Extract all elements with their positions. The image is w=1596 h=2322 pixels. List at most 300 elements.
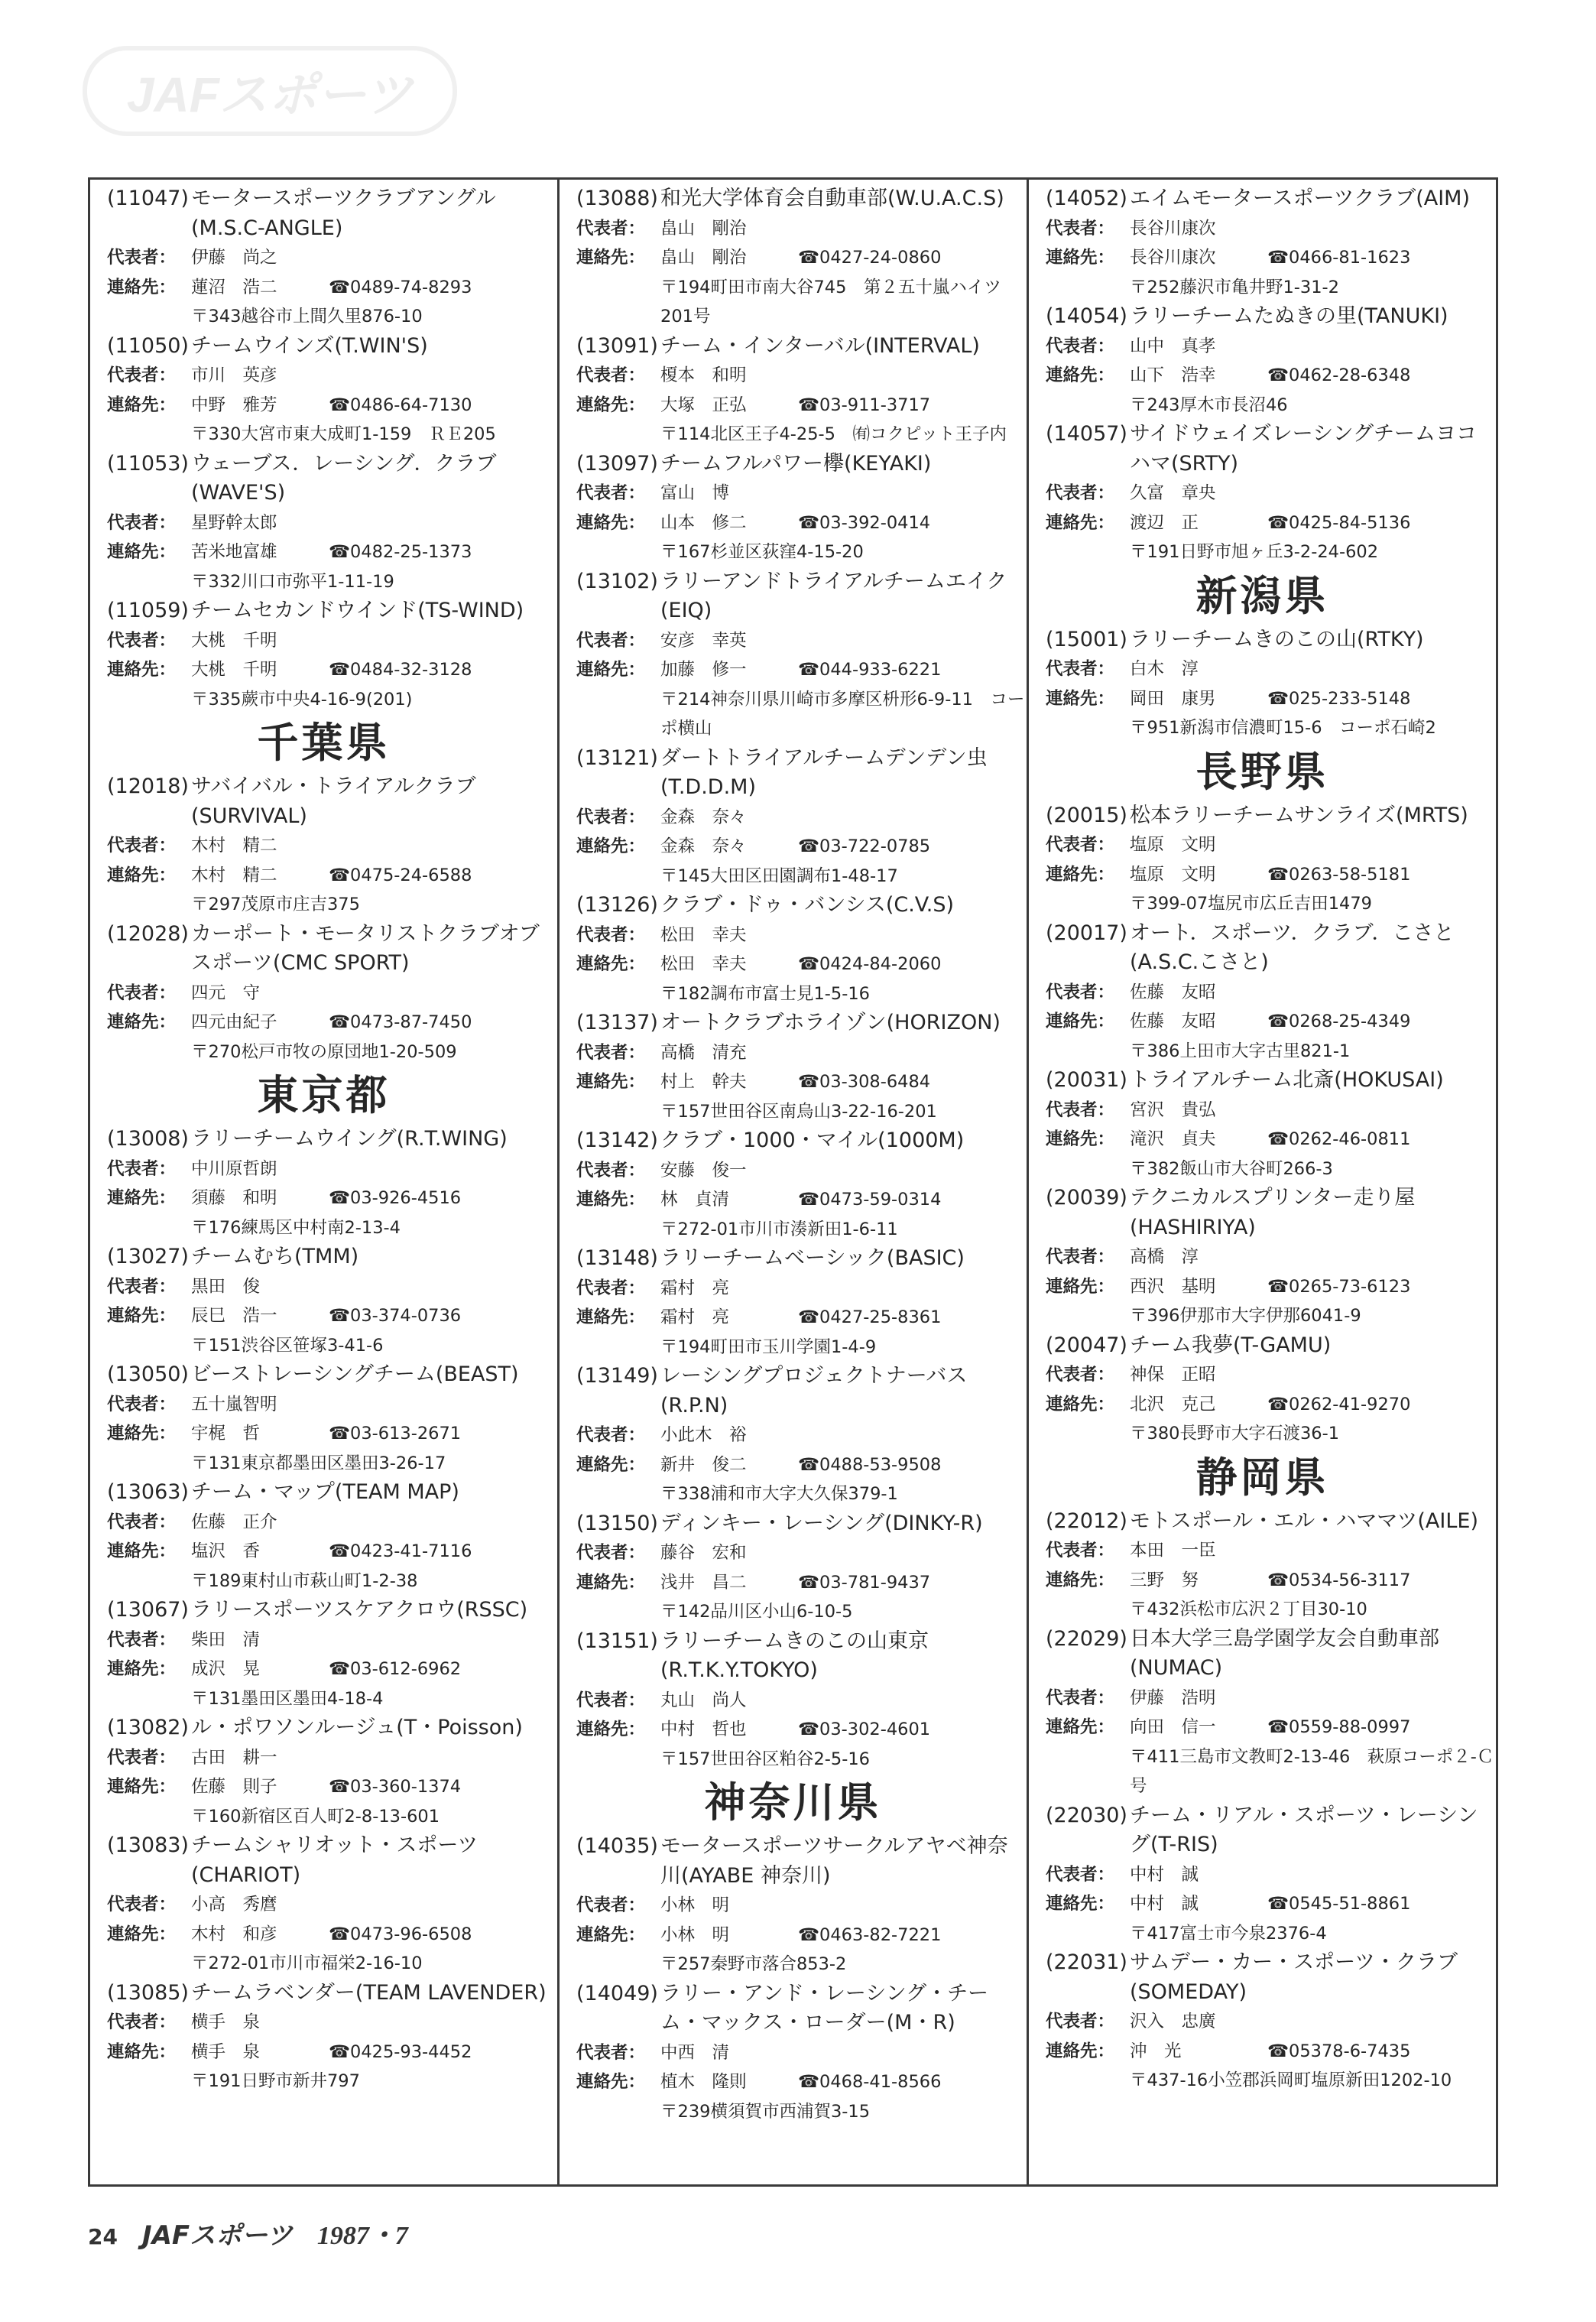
contact-name: 四元由紀子: [191, 1012, 277, 1032]
contact-label: 連絡先：: [576, 1190, 646, 1210]
contact-row: [1046, 1125, 1496, 1155]
phone-number: ☎03-360-1374: [329, 1777, 462, 1797]
club-entry: [1046, 420, 1496, 567]
contact-row: [1046, 1713, 1496, 1742]
club-title: [576, 1832, 1027, 1891]
contact-name: 木村 和彦: [191, 1924, 277, 1944]
contact-label: 連絡先：: [576, 836, 646, 856]
club-code: (11047): [107, 187, 189, 210]
contact-label: 連絡先：: [576, 512, 646, 533]
contact-row: [1046, 508, 1496, 538]
postal-address: 〒191日野市旭ヶ丘3-2-24-602: [1130, 542, 1379, 562]
representative-name: 柴田 清: [191, 1629, 261, 1650]
contact-name: 大桃 千明: [191, 660, 277, 680]
postal-address: 〒157世田谷区粕谷2-5-16: [660, 1749, 870, 1769]
contact-name: 須藤 和明: [191, 1188, 277, 1208]
contact-row: [576, 1715, 1027, 1745]
club-code: (13102): [576, 569, 658, 593]
phone-number: ☎03-374-0736: [329, 1306, 462, 1326]
club-entry: [107, 1478, 557, 1596]
postal-address: 〒951新潟市信濃町15-6 コーポ石崎2: [1130, 718, 1436, 738]
club-title: [107, 772, 557, 831]
club-name: ラリーアンドトライアルチームエイク(EIQ): [660, 569, 1007, 622]
contact-label: 連絡先：: [576, 2072, 646, 2092]
phone-number: ☎0486-64-7130: [329, 395, 472, 415]
representative-label: 代表者：: [107, 1629, 177, 1650]
club-title: [576, 744, 1027, 803]
club-title: [107, 1596, 557, 1625]
contact-name: 苦米地富雄: [191, 542, 277, 562]
contact-name: 金森 奈々: [660, 836, 747, 856]
contact-row: [107, 391, 557, 421]
club-title: [107, 184, 557, 243]
phone-number: ☎0466-81-1623: [1267, 248, 1411, 268]
representative-label: 代表者：: [576, 483, 646, 503]
representative-row: [1046, 1860, 1496, 1890]
club-name: オートクラブホライゾン(HORIZON): [660, 1011, 1001, 1034]
postal-address: 〒332川口市弥平1-11-19: [191, 571, 394, 592]
club-title: [107, 1979, 557, 2009]
club-entry: [107, 1242, 557, 1360]
club-name: ル・ポワソンルージュ(T・Poisson): [191, 1716, 523, 1739]
representative-row: [107, 979, 557, 1008]
club-title: [1046, 420, 1496, 479]
contact-label: 連絡先：: [1046, 1129, 1115, 1149]
club-entry: [1046, 1507, 1496, 1625]
contact-label: 連絡先：: [107, 1306, 177, 1326]
representative-name: 古田 耕一: [191, 1747, 277, 1768]
club-entry: [576, 184, 1027, 332]
representative-label: 代表者：: [576, 1895, 646, 1915]
representative-name: 富山 博: [660, 483, 730, 503]
club-entry: [1046, 1801, 1496, 1949]
postal-address: 〒176練馬区中村南2-13-4: [191, 1217, 401, 1238]
contact-label: 連絡先：: [107, 1188, 177, 1208]
club-code: (13088): [576, 187, 658, 210]
phone-number: ☎03-722-0785: [798, 836, 931, 856]
representative-label: 代表者：: [576, 1278, 646, 1298]
representative-name: 小高 秀麿: [191, 1895, 277, 1914]
club-name: トライアルチーム北斎(HOKUSAI): [1130, 1068, 1444, 1092]
contact-name: 畠山 剛治: [660, 248, 747, 268]
club-name: ラリーチームたぬきの里(TANUKI): [1130, 304, 1448, 328]
club-entry: [1046, 184, 1496, 302]
contact-label: 連絡先：: [107, 1659, 177, 1679]
representative-row: [107, 508, 557, 538]
representative-name: 山中 真孝: [1130, 336, 1216, 356]
contact-name: 大塚 正弘: [660, 395, 747, 415]
club-name: チームラベンダー(TEAM LAVENDER): [191, 1980, 547, 2005]
contact-row: [576, 1450, 1027, 1480]
club-code: (14057): [1046, 422, 1127, 446]
contact-name: 中野 雅芳: [191, 395, 277, 415]
contact-label: 連絡先：: [107, 2041, 177, 2062]
representative-row: [107, 361, 557, 391]
representative-label: 代表者：: [576, 2042, 646, 2063]
club-name: ラリースポーツスケアクロウ(RSSC): [191, 1598, 528, 1622]
representative-label: 代表者：: [107, 365, 177, 385]
contact-row: [1046, 1007, 1496, 1037]
representative-name: 小此木 裕: [660, 1425, 747, 1445]
representative-row: [576, 1156, 1027, 1186]
club-entry: [107, 1979, 557, 2096]
representative-row: [576, 803, 1027, 833]
club-title: [576, 891, 1027, 921]
club-entry: [1046, 801, 1496, 919]
representative-row: [576, 1686, 1027, 1716]
representative-label: 代表者：: [107, 630, 177, 651]
club-name: 松本ラリーチームサンライズ(MRTS): [1130, 803, 1468, 827]
club-code: (20039): [1046, 1186, 1127, 1210]
representative-name: 本田 一臣: [1130, 1541, 1216, 1560]
contact-row: [576, 1067, 1027, 1097]
club-entry: [576, 1126, 1027, 1244]
contact-row: [1046, 1566, 1496, 1596]
club-title: [576, 184, 1027, 214]
representative-label: 代表者：: [1046, 1365, 1115, 1385]
club-name: チーム我夢(T-GAMU): [1130, 1333, 1332, 1357]
postal-address: 〒239横須賀市西浦賀3-15: [660, 2101, 871, 2122]
representative-row: [576, 626, 1027, 656]
contact-name: 中村 誠: [1130, 1894, 1199, 1914]
representative-label: 代表者：: [107, 1512, 177, 1532]
contact-name: 岡田 康男: [1130, 688, 1216, 709]
contact-label: 連絡先：: [576, 1307, 646, 1327]
representative-name: 中西 清: [660, 2042, 730, 2063]
club-entry: [576, 1509, 1027, 1627]
representative-name: 沢入 忠廣: [1130, 2012, 1216, 2031]
club-name: サムデー・カー・スポーツ・クラブ(SOMEDAY): [1130, 1950, 1458, 2004]
contact-label: 連絡先：: [1046, 1394, 1115, 1414]
postal-address: 〒270松戸市牧の原団地1-20-509: [191, 1041, 457, 1062]
club-entry: [1046, 1625, 1496, 1801]
representative-name: 黒田 俊: [191, 1276, 261, 1297]
club-code: (20015): [1046, 803, 1127, 827]
contact-row: [1046, 361, 1496, 391]
club-code: (13126): [576, 893, 658, 917]
contact-row: [107, 1537, 557, 1567]
contact-label: 連絡先：: [576, 1720, 646, 1739]
directory-column-3: [1027, 180, 1496, 2184]
representative-name: 中村 誠: [1130, 1864, 1199, 1885]
contact-label: 連絡先：: [576, 1924, 646, 1945]
club-entry: [1046, 1948, 1496, 2096]
postal-address: 〒396伊那市大字伊那6041-9: [1130, 1306, 1361, 1326]
representative-name: 榎本 和明: [660, 365, 747, 385]
contact-name: 北沢 克己: [1130, 1394, 1216, 1414]
contact-label: 連絡先：: [1046, 248, 1115, 268]
representative-row: [107, 1890, 557, 1920]
club-name: エイムモータースポーツクラブ(AIM): [1130, 187, 1471, 210]
club-name: チームウインズ(T.WIN'S): [191, 333, 428, 358]
representative-row: [576, 921, 1027, 950]
club-code: (14052): [1046, 187, 1127, 210]
phone-number: ☎044-933-6221: [798, 660, 942, 680]
club-code: (13008): [107, 1127, 189, 1151]
club-name: チーム・リアル・スポーツ・レーシング(T-RIS): [1130, 1803, 1478, 1856]
representative-name: 大桃 千明: [191, 630, 277, 651]
representative-name: 塩原 文明: [1130, 835, 1216, 855]
contact-row: [1046, 1889, 1496, 1919]
club-name: モトスポール・エル・ハママツ(AILE): [1130, 1508, 1478, 1533]
postal-address: 〒330大宮市東大成町1-159 ＲＥ205: [191, 424, 496, 444]
club-name: テクニカルスプリンター走り屋(HASHIRIYA): [1130, 1186, 1416, 1239]
representative-row: [107, 1155, 557, 1184]
prefecture-heading: 静岡県: [1195, 1453, 1329, 1502]
representative-name: 久富 章央: [1130, 483, 1216, 503]
representative-label: 代表者：: [1046, 659, 1115, 679]
club-code: (15001): [1046, 627, 1127, 651]
representative-row: [107, 1508, 557, 1538]
contact-label: 連絡先：: [576, 1072, 646, 1092]
contact-row: [576, 655, 1027, 685]
contact-label: 連絡先：: [1046, 1276, 1115, 1297]
contact-row: [1046, 243, 1496, 273]
representative-name: 小林 明: [660, 1895, 730, 1915]
postal-address: 〒252藤沢市亀井野1-31-2: [1130, 277, 1339, 297]
contact-name: 佐藤 則子: [191, 1777, 277, 1797]
contact-label: 連絡先：: [1046, 365, 1115, 385]
club-code: (13063): [107, 1480, 189, 1504]
representative-row: [576, 2038, 1027, 2068]
club-entry: [576, 1362, 1027, 1509]
representative-label: 代表者：: [1046, 218, 1115, 239]
club-title: [576, 450, 1027, 479]
representative-name: 安彦 幸英: [660, 630, 747, 651]
club-code: (13091): [576, 333, 658, 358]
phone-number: ☎0265-73-6123: [1267, 1276, 1411, 1297]
club-title: [107, 1831, 557, 1890]
representative-name: 神保 正昭: [1130, 1365, 1216, 1385]
contact-label: 連絡先：: [107, 1424, 177, 1444]
representative-row: [107, 831, 557, 861]
phone-number: ☎0473-59-0314: [798, 1190, 942, 1210]
issue-date: 1987・7: [316, 2222, 408, 2250]
club-code: (13050): [107, 1362, 189, 1386]
representative-label: 代表者：: [1046, 1864, 1115, 1885]
club-code: (13121): [576, 745, 658, 770]
contact-name: 植木 隆則: [660, 2072, 747, 2092]
club-name: ダートトライアルチームデンデン虫(T.D.D.M): [660, 745, 988, 799]
club-entry: [107, 450, 557, 597]
phone-number: ☎0427-25-8361: [798, 1307, 942, 1327]
phone-number: ☎0559-88-0997: [1267, 1717, 1411, 1737]
club-code: (14049): [576, 1981, 658, 2005]
representative-row: [1046, 1536, 1496, 1566]
representative-name: 畠山 剛治: [660, 218, 747, 239]
postal-address: 〒157世田谷区南烏山3-22-16-201: [660, 1101, 937, 1122]
representative-row: [576, 1538, 1027, 1568]
contact-name: 村上 幹夫: [660, 1072, 747, 1092]
representative-row: [107, 243, 557, 273]
phone-number: ☎0423-41-7116: [329, 1541, 472, 1561]
representative-name: 松田 幸夫: [660, 924, 747, 945]
club-entry: [107, 1713, 557, 1831]
representative-label: 代表者：: [107, 1747, 177, 1768]
representative-label: 代表者：: [1046, 483, 1115, 503]
phone-number: ☎03-911-3717: [798, 395, 931, 415]
representative-name: 宮沢 貴弘: [1130, 1099, 1216, 1120]
club-name: オート．スポーツ．クラブ．こさと(A.S.C.こさと): [1130, 921, 1455, 974]
contact-name: 塩沢 香: [191, 1541, 261, 1561]
club-title: [576, 567, 1027, 626]
club-name: サバイバル・トライアルクラブ(SURVIVAL): [191, 775, 476, 828]
club-name: クラブ・ドゥ・バンシス(C.V.S): [660, 893, 955, 917]
representative-name: 四元 守: [191, 982, 261, 1003]
contact-name: 木村 精二: [191, 865, 277, 885]
postal-address: 〒343越谷市上間久里876-10: [191, 307, 423, 326]
club-title: [1046, 302, 1496, 332]
club-title: [1046, 184, 1496, 214]
representative-name: 市川 英彦: [191, 365, 277, 385]
contact-label: 連絡先：: [576, 395, 646, 415]
phone-number: ☎03-612-6962: [329, 1659, 462, 1679]
representative-label: 代表者：: [107, 1895, 177, 1914]
prefecture-heading: 長野県: [1195, 747, 1329, 796]
phone-number: ☎0462-28-6348: [1267, 365, 1411, 385]
representative-row: [1046, 2007, 1496, 2037]
contact-label: 連絡先：: [1046, 2041, 1115, 2061]
club-entry: [576, 1008, 1027, 1126]
postal-address: 〒272-01市川市湊新田1-6-11: [660, 1219, 898, 1239]
club-code: (13149): [576, 1364, 658, 1388]
club-entry: [107, 1831, 557, 1979]
representative-label: 代表者：: [576, 630, 646, 651]
phone-number: ☎03-392-0414: [798, 512, 931, 533]
club-title: [107, 1713, 557, 1743]
postal-address: 〒214神奈川県川崎市多摩区枡形6-9-11 コーポ横山: [660, 689, 1025, 739]
postal-address: 〒432浜松市広沢２丁目30-10: [1130, 1599, 1367, 1619]
club-name: ラリーチームベーシック(BASIC): [660, 1246, 965, 1270]
representative-row: [576, 479, 1027, 508]
contact-label: 連絡先：: [1046, 688, 1115, 709]
representative-row: [1046, 479, 1496, 508]
club-code: (12018): [107, 775, 189, 798]
club-entry: [107, 1596, 557, 1713]
representative-row: [1046, 1096, 1496, 1125]
contact-row: [107, 1301, 557, 1331]
representative-name: 藤谷 宏和: [660, 1543, 747, 1563]
phone-number: ☎0545-51-8861: [1267, 1894, 1411, 1914]
phone-number: ☎0262-46-0811: [1267, 1129, 1411, 1149]
representative-row: [1046, 332, 1496, 362]
phone-number: ☎0484-32-3128: [329, 660, 472, 680]
club-entry: [1046, 1066, 1496, 1184]
contact-row: [107, 273, 557, 303]
postal-address: 〒380長野市大字石渡36-1: [1130, 1424, 1340, 1444]
postal-address: 〒142品川区小山6-10-5: [660, 1602, 853, 1622]
phone-number: ☎0473-96-6508: [329, 1924, 472, 1944]
representative-label: 代表者：: [1046, 2012, 1115, 2031]
club-code: (13083): [107, 1833, 189, 1857]
representative-row: [1046, 1684, 1496, 1713]
club-title: [576, 1008, 1027, 1038]
club-title: [1046, 625, 1496, 655]
postal-address: 〒437-16小笠郡浜岡町塩原新田1202-10: [1130, 2070, 1452, 2090]
club-title: [1046, 1184, 1496, 1242]
phone-number: ☎0427-24-0860: [798, 248, 942, 268]
postal-address: 〒243厚木市長沼46: [1130, 395, 1288, 415]
contact-row: [1046, 860, 1496, 890]
representative-name: 金森 奈々: [660, 807, 747, 827]
club-entry: [1046, 919, 1496, 1067]
club-name: ウェーブス．レーシング．クラブ(WAVE'S): [191, 451, 497, 505]
contact-name: 三野 努: [1130, 1570, 1199, 1590]
representative-row: [107, 2008, 557, 2038]
club-code: (20047): [1046, 1333, 1127, 1357]
contact-row: [107, 1419, 557, 1449]
phone-number: ☎03-926-4516: [329, 1188, 462, 1208]
club-entry: [107, 920, 557, 1067]
representative-row: [107, 1625, 557, 1655]
contact-label: 連絡先：: [576, 1454, 646, 1475]
representative-name: 五十嵐智明: [191, 1394, 277, 1414]
club-entry: [576, 1244, 1027, 1362]
club-code: (12028): [107, 921, 189, 946]
representative-label: 代表者：: [107, 1394, 177, 1414]
phone-number: ☎03-308-6484: [798, 1072, 931, 1092]
page-footer: [88, 2214, 408, 2252]
club-entry: [576, 1832, 1027, 1979]
representative-name: 佐藤 友昭: [1130, 982, 1216, 1002]
club-entry: [576, 567, 1027, 744]
phone-number: ☎0463-82-7221: [798, 1924, 942, 1945]
club-entry: [576, 1979, 1027, 2127]
club-name: 日本大学三島学園学友会自動車部(NUMAC): [1130, 1626, 1439, 1680]
representative-row: [107, 626, 557, 656]
contact-label: 連絡先：: [107, 660, 177, 680]
club-entry: [107, 332, 557, 450]
club-entry: [576, 1627, 1027, 1775]
phone-number: ☎05378-6-7435: [1267, 2041, 1411, 2061]
representative-label: 代表者：: [576, 1690, 646, 1710]
contact-label: 連絡先：: [107, 542, 177, 562]
representative-name: 霜村 亮: [660, 1278, 730, 1298]
contact-row: [107, 1772, 557, 1802]
postal-address: 〒411三島市文教町2-13-46 萩原コーポ２-Ｃ号: [1130, 1746, 1494, 1796]
postal-address: 〒182調布市富士見1-5-16: [660, 983, 870, 1004]
representative-label: 代表者：: [107, 1158, 177, 1179]
contact-row: [576, 508, 1027, 538]
contact-name: 新井 俊二: [660, 1454, 747, 1475]
postal-address: 〒114北区王子4-25-5 ㈲コクピット王子内: [660, 424, 1007, 444]
representative-name: 伊藤 浩明: [1130, 1687, 1216, 1708]
representative-name: 中川原哲朗: [191, 1158, 277, 1179]
contact-name: 佐藤 友昭: [1130, 1012, 1216, 1031]
prefecture-heading: 神奈川県: [704, 1778, 882, 1827]
postal-address: 〒194町田市玉川学園1-4-9: [660, 1336, 877, 1357]
club-name: チーム・マップ(TEAM MAP): [191, 1480, 459, 1504]
contact-name: 塩原 文明: [1130, 864, 1216, 885]
contact-label: 連絡先：: [107, 1777, 177, 1797]
contact-row: [576, 832, 1027, 862]
club-name: クラブ・1000・マイル(1000M): [660, 1129, 965, 1152]
contact-row: [576, 1921, 1027, 1950]
club-name: チームフルパワー欅(KEYAKI): [660, 451, 932, 476]
contact-name: 蓮沼 浩二: [191, 277, 277, 297]
representative-label: 代表者：: [576, 807, 646, 827]
contact-row: [576, 243, 1027, 273]
club-code: (20031): [1046, 1068, 1127, 1092]
phone-number: ☎0263-58-5181: [1267, 864, 1411, 885]
club-code: (14035): [576, 1834, 658, 1858]
phone-number: ☎0482-25-1373: [329, 542, 472, 562]
club-name: ラリーチームきのこの山(RTKY): [1130, 627, 1424, 651]
representative-row: [576, 1421, 1027, 1450]
contact-row: [1046, 1390, 1496, 1420]
contact-row: [576, 1303, 1027, 1333]
contact-label: 連絡先：: [576, 248, 646, 268]
